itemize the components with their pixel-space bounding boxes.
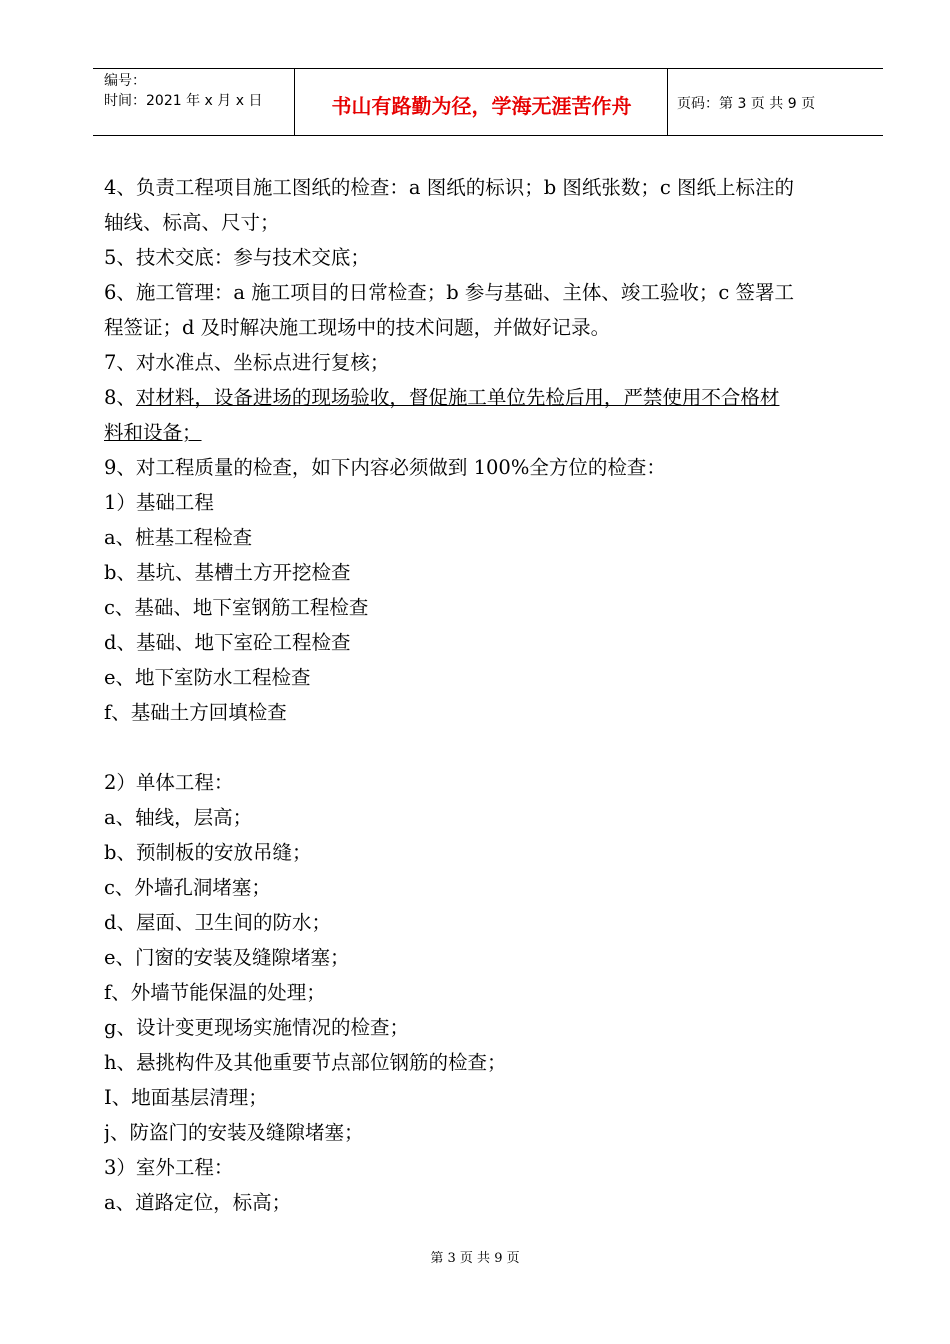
list-item: a、桩基工程检查	[104, 526, 253, 549]
document-body	[104, 170, 879, 1220]
item-4-line-1: 4、负责工程项目施工图纸的检查：a 图纸的标识；b 图纸张数；c 图纸上标注的	[104, 176, 795, 199]
list-item: f、基础土方回填检查	[104, 701, 287, 724]
page-info: 页码：第 3 页 共 9 页	[677, 96, 816, 112]
item-4-line-2: 轴线、标高、尺寸；	[104, 211, 280, 234]
time-label: 时间：2021 年 x 月 x 日	[104, 93, 263, 109]
list-item: e、地下室防水工程检查	[104, 666, 311, 689]
header-top-rule	[93, 68, 883, 69]
item-8-text-cont: 料和设备；	[104, 421, 202, 444]
list-item: g、设计变更现场实施情况的检查；	[104, 1016, 409, 1039]
list-item: j、防盗门的安装及缝隙堵塞；	[104, 1121, 364, 1144]
blank-line	[104, 730, 879, 765]
list-item: d、基础、地下室砼工程检查	[104, 631, 351, 654]
item-8-number: 8、	[104, 386, 136, 409]
list-item: h、悬挑构件及其他重要节点部位钢筋的检查；	[104, 1051, 507, 1074]
list-item: a、轴线，层高；	[104, 806, 253, 829]
list-item: c、外墙孔洞堵塞；	[104, 876, 271, 899]
list-item: d、屋面、卫生间的防水；	[104, 911, 331, 934]
header-divider-left	[294, 68, 295, 136]
item-9: 9、对工程质量的检查，如下内容必须做到 100%全方位的检查：	[104, 456, 666, 479]
list-item: b、预制板的安放吊缝；	[104, 841, 312, 864]
header-divider-right	[667, 68, 668, 136]
item-6-line-1: 6、施工管理：a 施工项目的日常检查；b 参与基础、主体、竣工验收；c 签署工	[104, 281, 795, 304]
list-item: c、基础、地下室钢筋工程检查	[104, 596, 369, 619]
list-item: b、基坑、基槽土方开挖检查	[104, 561, 351, 584]
item-7: 7、对水准点、坐标点进行复核；	[104, 351, 390, 374]
header-motto: 书山有路勤为径，学海无涯苦作舟	[331, 94, 632, 118]
section-1-heading: 1）基础工程	[104, 491, 214, 514]
section-2-heading: 2）单体工程：	[104, 771, 234, 794]
list-item: f、外墙节能保温的处理；	[104, 981, 326, 1004]
list-item: a、道路定位，标高；	[104, 1191, 292, 1214]
item-8-text: 对材料，设备进场的现场验收，督促施工单位先检后用，严禁使用不合格材	[135, 386, 780, 409]
number-label: 编号：	[104, 73, 146, 89]
item-6-line-2: 程签证；d 及时解决施工现场中的技术问题，并做好记录。	[104, 316, 611, 339]
list-item: I、地面基层清理；	[104, 1086, 268, 1109]
item-5: 5、技术交底：参与技术交底；	[104, 246, 370, 269]
item-8-line-2	[104, 415, 879, 450]
page-footer: 第 3 页 共 9 页	[430, 1251, 520, 1266]
section-3-heading: 3）室外工程：	[104, 1156, 234, 1179]
header-bottom-rule	[93, 135, 883, 136]
list-item: e、门窗的安装及缝隙堵塞；	[104, 946, 350, 969]
item-8-line-1	[104, 380, 879, 415]
